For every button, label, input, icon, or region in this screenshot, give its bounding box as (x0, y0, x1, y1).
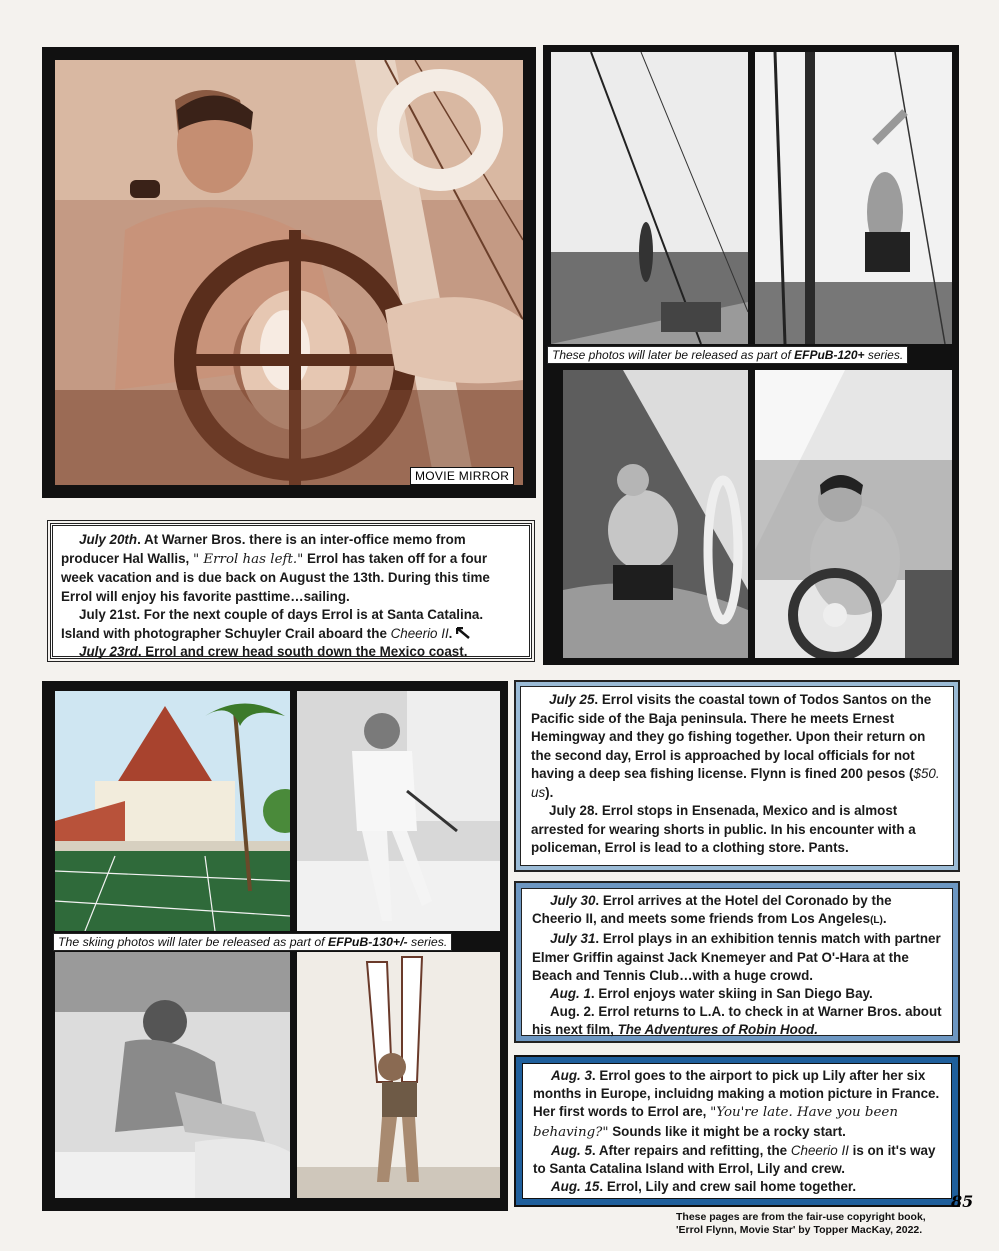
sailing-photo-2 (755, 52, 952, 344)
errol-on-dock-photo (55, 952, 290, 1198)
caption-efpub-130: The skiing photos will later be released as part of EFPuB-130+/- series. (53, 933, 452, 951)
july-20-23-textbox: July 20th. At Warner Bros. there is an inter-office memo from producer Hal Wallis, " Errol has left." Errol has taken off for a four week vacation and is due back on August the 13th. During this time Errol will enjoy his favorite pasttime…sailing. July 21st. For the next couple of days Errol is at Santa Catalina. Island with photographer Schuyler Crail aboard the Cheerio II. July 23rd. Errol and crew head south down the Mexico coast. (50, 523, 532, 659)
aug-3-15-textbox: Aug. 3. Errol goes to the airport to pick up Lily after her six months in Europe, incluidng making a motion picture in France. Her first words to Errol are, "You're late. Have you been behaving?" Sounds like it might be a rocky start. Aug. 5. After repairs and refitting, the Cheerio II is on it's way to Santa Catalina Island with Errol, Lily and crew. Aug. 15. Errol, Lily and crew sail home together. (516, 1057, 958, 1205)
footer-line-1: These pages are from the fair-use copyright book, (676, 1211, 926, 1223)
copyright-footer (676, 1211, 926, 1237)
hotel-del-coronado-photo (55, 691, 290, 931)
july-25-28-textbox: July 25. Errol visits the coastal town of Todos Santos on the Pacific side of the Baja peninsula. There he meets Ernest Hemingway and they go fishing together. Upon their return on the second day, Errol is approached by local officials for not having a deep sea fishing license. Flynn is fined 200 pesos ($50. us). July 28. Errol stops in Ensenada, Mexico and is almost arrested for wearing shorts in public. In his encounter with a policeman, Errol is lead to a clothing store. Pants. (516, 682, 958, 870)
july-30-aug-2-textbox: July 30. Errol arrives at the Hotel del Coronado by the Cheerio II, and meets some friends from Los Angeles(L). July 31. Errol plays in an exhibition tennis match with partner Elmer Griffin against Jack Knemeyer and Pat O'-Hara at the Beach and Tennis Club…with a huge crowd. Aug. 1. Errol enjoys water skiing in San Diego Bay. Aug. 2. Errol returns to L.A. to check in at Warner Bros. about his next film, The Adventures of Robin Hood. (516, 883, 958, 1041)
sailing-photo-4 (755, 370, 952, 658)
sailing-photo-3 (563, 370, 748, 658)
sailing-photo-1 (551, 52, 748, 344)
page-number: 85 (951, 1192, 974, 1211)
caption-efpub-120: These photos will later be released as part of EFPuB-120+ series. (547, 346, 908, 364)
arrow-icon (456, 627, 470, 639)
footer-line-2: 'Errol Flynn, Movie Star' by Topper MacKay, 2022. (676, 1224, 923, 1236)
tennis-player-photo (297, 691, 500, 931)
movie-mirror-credit: MOVIE MIRROR (410, 467, 514, 485)
errol-at-helm-photo (55, 60, 523, 485)
water-skiing-photo (297, 952, 500, 1198)
